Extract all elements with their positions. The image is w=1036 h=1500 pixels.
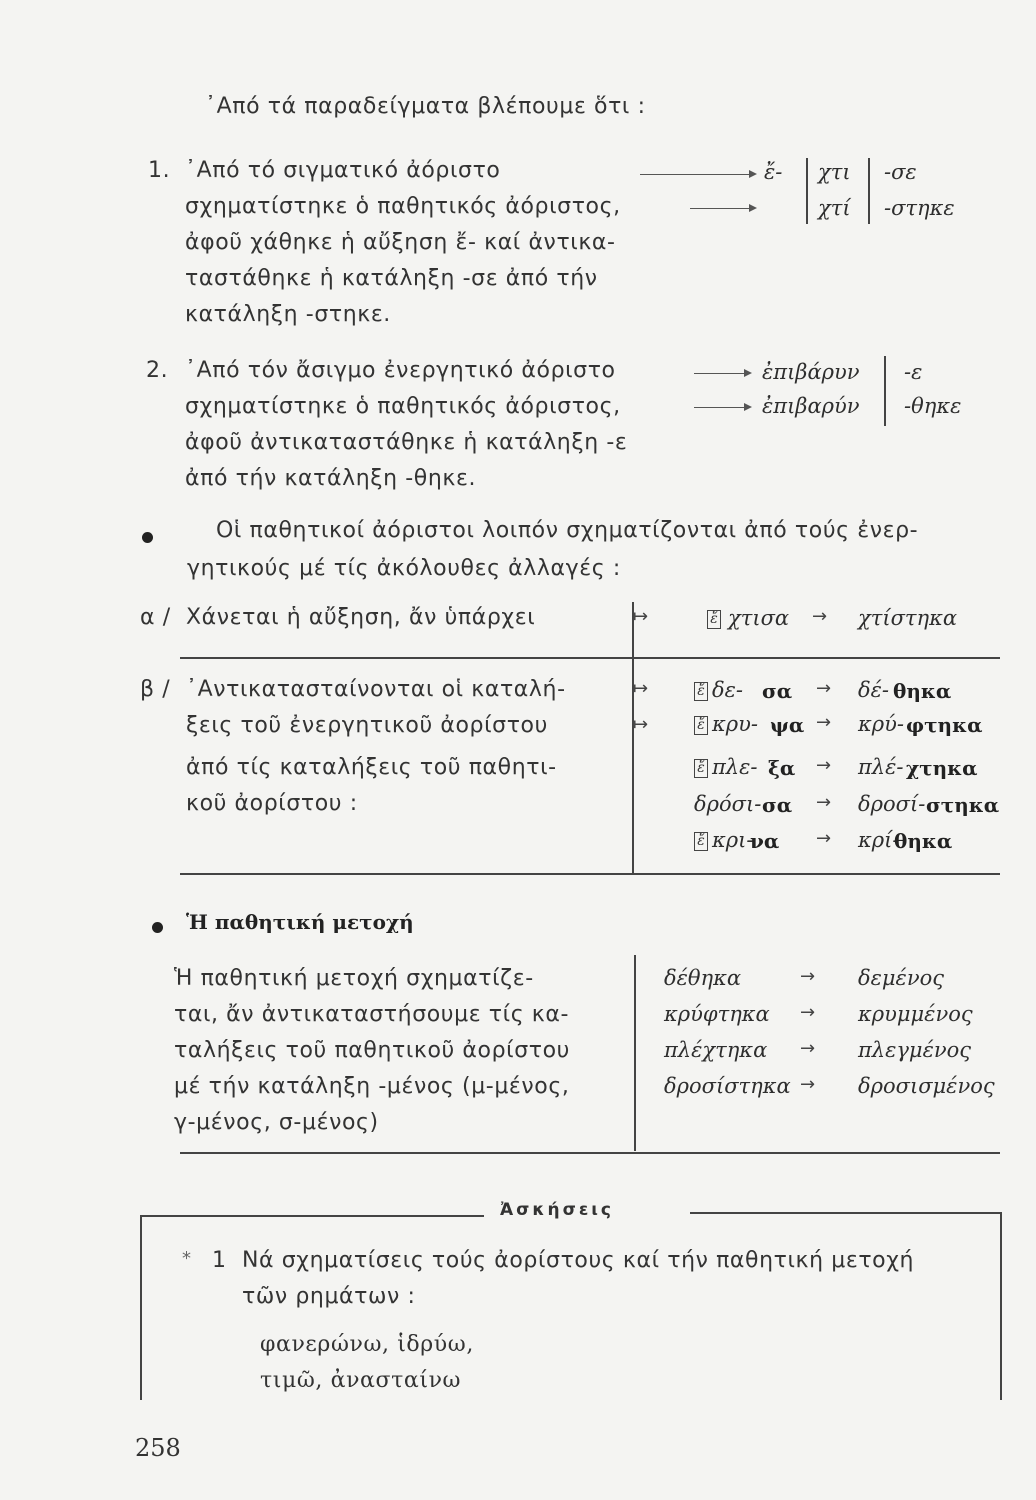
point-1-line: ταστάθηκε ἡ κατάληξη -σε ἀπό τήν	[185, 266, 598, 291]
rule-b-from-ending: σα	[762, 679, 793, 703]
divider	[868, 158, 870, 224]
exercise-frame	[140, 1215, 484, 1217]
participle-line: ταλήξεις τοῦ παθητικοῦ ἀορίστου	[174, 1038, 570, 1063]
arrow-icon: ↦	[633, 714, 649, 735]
rule-b-from-ending: ξα	[768, 756, 796, 780]
point-2-line: ᾽Από τόν ἄσιγμο ἐνεργητικό ἀόριστο	[185, 358, 616, 383]
participle-line: μέ τήν κατάληξη -μένος (μ-μένος,	[174, 1074, 570, 1099]
participle-aorist: πλέχτηκα	[664, 1038, 768, 1062]
rule-b-from-ending: σα	[762, 793, 793, 817]
rule-b-to-stem: δέ-	[858, 678, 890, 702]
point-2-stem: ἐπιβαρύν	[762, 394, 860, 418]
point-1-stem: χτί	[818, 196, 851, 220]
arrow-icon: ↦	[633, 606, 649, 627]
rule-b-label: β /	[140, 677, 171, 702]
rule-b-from-ending: ψα	[770, 713, 805, 737]
star-icon: *	[182, 1248, 191, 1269]
rule-b-from-stem: πλε-	[712, 755, 758, 779]
rule-a-label: α /	[140, 605, 171, 630]
arrow-icon: →	[800, 966, 816, 987]
point-2-ending: -θηκε	[904, 394, 962, 418]
point-2-stem: ἐπιβάρυν	[762, 360, 860, 384]
rule-b-to-ending: θηκα	[893, 679, 952, 703]
rule-a-to: χτίστηκα	[858, 606, 958, 630]
rule-b-to-stem: κρύ-	[858, 712, 904, 736]
rule-b-line: κοῦ ἀορίστου :	[186, 791, 358, 816]
arrow-icon: →	[816, 828, 832, 849]
rule-a-text: Χάνεται ἡ αὔξηση, ἄν ὑπάρχει	[186, 605, 536, 630]
arrow-icon: →	[816, 792, 832, 813]
page-number: 258	[135, 1434, 181, 1462]
point-2-line: σχηματίστηκε ὁ παθητικός ἀόριστος,	[185, 394, 621, 419]
augment-box: ἔ	[694, 832, 708, 851]
rule-b-from-stem: κρυ-	[712, 712, 758, 736]
rule-b-to-stem: δροσί-	[858, 792, 926, 816]
exercises-title: Ἀσκήσεις	[500, 1200, 614, 1220]
augment-box: ἔ	[707, 610, 721, 629]
augment-box: ἔ	[694, 716, 708, 735]
rule-intro-line: γητικούς μέ τίς ἀκόλουθες ἀλλαγές :	[187, 556, 621, 581]
point-1-stem: χτι	[818, 160, 851, 184]
rule-b-to-stem: πλέ-	[858, 755, 904, 779]
table-rule	[180, 873, 1000, 875]
table-divider	[632, 602, 634, 874]
rule-b-from-stem: κρι-	[712, 828, 754, 852]
rule-a-from: χτισα	[728, 606, 790, 630]
arrow-icon: →	[816, 678, 832, 699]
rule-intro-line: Οἱ παθητικοί ἀόριστοι λοιπόν σχηματίζονται ἀπό τούς ἐνερ-	[216, 518, 919, 543]
arrow-icon	[690, 208, 755, 209]
rule-b-from-stem: δρόσι-	[694, 792, 762, 816]
participle-aorist: δέθηκα	[664, 966, 742, 990]
bullet-icon	[142, 532, 153, 543]
rule-b-line: ᾽Αντικατασταίνονται οἱ καταλή-	[186, 677, 566, 702]
rule-b-from-ending: να	[750, 829, 780, 853]
point-1-ending: -σε	[884, 160, 917, 184]
exercise-number: 1	[212, 1248, 227, 1273]
point-2-number: 2.	[146, 358, 169, 383]
rule-b-line: ξεις τοῦ ἐνεργητικοῦ ἀορίστου	[186, 713, 548, 738]
rule-b-to-ending: χτηκα	[906, 756, 978, 780]
arrow-icon: →	[812, 606, 828, 627]
point-2-line: ἀπό τήν κατάληξη -θηκε.	[185, 466, 477, 491]
rule-b-from-stem: δε-	[712, 678, 744, 702]
rule-b-to-ending: φτηκα	[906, 713, 983, 737]
exercise-frame	[140, 1215, 142, 1400]
participle-aorist: κρύφτηκα	[664, 1002, 770, 1026]
participle-heading: Ἡ παθητική μετοχή	[186, 910, 414, 934]
participle-line: ται, ἄν ἀντικαταστήσουμε τίς κα-	[174, 1002, 570, 1027]
exercise-line: τῶν ρημάτων :	[242, 1284, 416, 1309]
arrow-icon	[694, 373, 750, 374]
arrow-icon: →	[800, 1074, 816, 1095]
table-divider	[634, 955, 636, 1151]
table-rule	[180, 657, 1000, 659]
bullet-icon	[152, 922, 163, 933]
point-1-prefix: ἔ-	[764, 160, 783, 184]
arrow-icon: ↦	[633, 678, 649, 699]
arrow-icon	[694, 407, 750, 408]
intro-text: ᾽Από τά παραδείγματα βλέπουμε ὅτι :	[205, 94, 646, 119]
rule-b-to-ending: στηκα	[926, 793, 1000, 817]
arrow-icon: →	[800, 1038, 816, 1059]
augment-box: ἔ	[694, 759, 708, 778]
participle-form: δεμένος	[858, 966, 944, 990]
divider	[884, 356, 886, 426]
point-1-line: ἀφοῦ χάθηκε ἡ αὔξηση ἔ- καί ἀντικα-	[185, 230, 616, 255]
point-1-line: σχηματίστηκε ὁ παθητικός ἀόριστος,	[185, 194, 621, 219]
participle-line: γ-μένος, σ-μένος)	[174, 1110, 379, 1135]
participle-form: κρυμμένος	[858, 1002, 973, 1026]
arrow-icon: →	[816, 712, 832, 733]
exercise-frame	[1000, 1212, 1002, 1400]
participle-form: πλεγμένος	[858, 1038, 972, 1062]
arrow-icon: →	[800, 1002, 816, 1023]
point-2-line: ἀφοῦ ἀντικαταστάθηκε ἡ κατάληξη -ε	[185, 430, 628, 455]
participle-line: Ἡ παθητική μετοχή σχηματίζε-	[174, 966, 534, 991]
participle-aorist: δροσίστηκα	[664, 1074, 791, 1098]
participle-form: δροσισμένος	[858, 1074, 995, 1098]
point-1-line: ᾽Από τό σιγματικό ἀόριστο	[185, 158, 501, 183]
rule-b-to-stem: κρί-	[858, 828, 900, 852]
arrow-icon: →	[816, 755, 832, 776]
exercise-line: Νά σχηματίσεις τούς ἀορίστους καί τήν παθητική μετοχή	[242, 1248, 915, 1273]
exercise-verbs: φανερώνω, ἱδρύω,	[260, 1332, 474, 1357]
point-1-line: κατάληξη -στηκε.	[185, 302, 391, 327]
point-1-number: 1.	[148, 158, 171, 183]
table-rule	[180, 1152, 1000, 1154]
exercise-frame	[690, 1212, 1000, 1214]
arrow-icon	[640, 174, 755, 175]
rule-b-to-ending: θηκα	[894, 829, 953, 853]
augment-box: ἔ	[694, 682, 708, 701]
exercise-verbs: τιμῶ, ἀνασταίνω	[260, 1368, 462, 1393]
point-1-ending: -στηκε	[884, 196, 955, 220]
divider	[806, 158, 808, 224]
rule-b-line: ἀπό τίς καταλήξεις τοῦ παθητι-	[186, 755, 557, 780]
point-2-ending: -ε	[904, 360, 923, 384]
